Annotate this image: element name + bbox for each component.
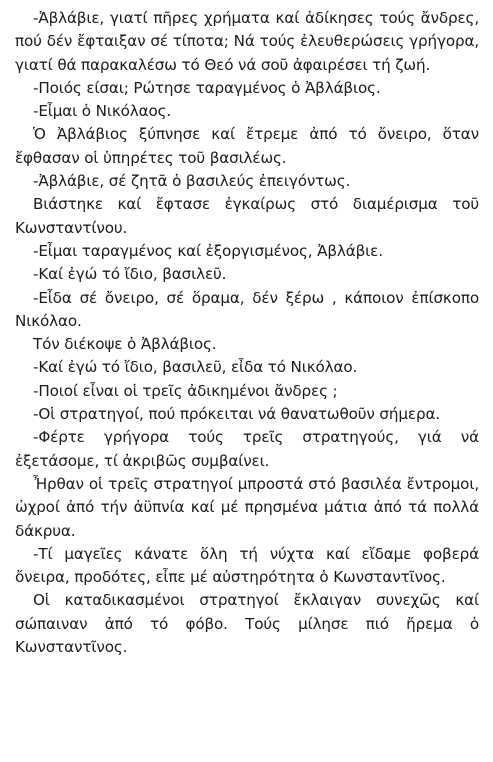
paragraph-10: Τόν διέκοψε ὁ Ἀβλάβιος. <box>33 335 217 354</box>
paragraph-14: -Φέρτε γρήγορα τούς τρεῖς στρατηγούς, γιά νά ἐξετάσομε, τί ἀκριβῶς συμβαίνει. <box>15 428 479 470</box>
paragraph-11: -Καί ἐγώ τό ἴδιο, βασιλεῦ, εἶδα τό Νικόλαο. <box>33 358 358 377</box>
paragraph-8: -Καί ἐγώ τό ἴδιο, βασιλεῦ. <box>33 265 227 284</box>
paragraph-17: Οἱ καταδικασμένοι στρατηγοί ἔκλαιγαν συνεχῶς καί σώπαιναν ἀπό τό φόβο. Τούς μίλησε πιό ἤρεμα ὁ Κωνσταντῖνος. <box>15 591 479 657</box>
paragraph-2: -Ποιός είσαι; Ρώτησε ταραγμένος ὁ Ἀβλάβιος. <box>33 78 381 97</box>
paragraph-1: -Ἀβλάβιε, γιατί πῆρες χρήματα καί ἀδίκησες τούς ἄνδρες, πού δέν ἔφταιξαν σέ τίποτα; Νά τούς ἐλευθερώσεις γρήγορα, γιατί θά παρακαλέσω τό Θεό νά σοῦ ἀφαιρέσει τή ζωή. <box>15 9 479 74</box>
paragraph-5: -Ἀβλάβιε, σέ ζητᾶ ὁ βασιλεύς ἐπειγόντως. <box>33 172 351 191</box>
paragraph-4: Ὁ Ἀβλάβιος ξύπνησε καί ἔτρεμε ἀπό τό ὄνειρο, ὅταν ἔφθασαν οἱ ὑπηρέτες τοῦ βασιλέως. <box>15 125 479 167</box>
paragraph-16: -Τί μαγεῖες κάνατε ὅλη τή νύχτα καί εἴδαμε φοβερά ὄνειρα, προδότες, εἶπε μέ αὐστηρότητα ὁ Κωνσταντῖνος. <box>15 544 479 587</box>
paragraph-9: -Εἶδα σέ ὄνειρο, σέ ὅραμα, δέν ξέρω , κάποιον ἐπίσκοπο Νικόλαο. <box>15 288 479 330</box>
paragraph-12: -Ποιοί εἶναι οἱ τρεῖς ἀδικημένοι ἄνδρες ; <box>33 381 338 400</box>
paragraph-3: -Εἶμαι ὁ Νικόλαος. <box>33 102 172 121</box>
paragraph-15: Ἦρθαν οἱ τρεῖς στρατηγοί μπροστά στό βασιλέα ἔντρομοι, ὠχροί ἀπό τήν ἀϋπνία καί μέ πρησμένα μάτια ἀπό τά πολλά δάκρυα. <box>15 474 479 540</box>
paragraph-13: -Οἱ στρατηγοί, πού πρόκειται νά θανατωθοῦν σήμερα. <box>33 405 440 424</box>
paragraph-7: -Εἶμαι ταραγμένος καί ἐξοργισμένος, Ἀβλάβιε. <box>33 241 383 260</box>
paragraph-6: Βιάστηκε καί ἔφτασε ἐγκαίρως στό διαμέρισμα τοῦ Κωνσταντίνου. <box>15 195 479 237</box>
